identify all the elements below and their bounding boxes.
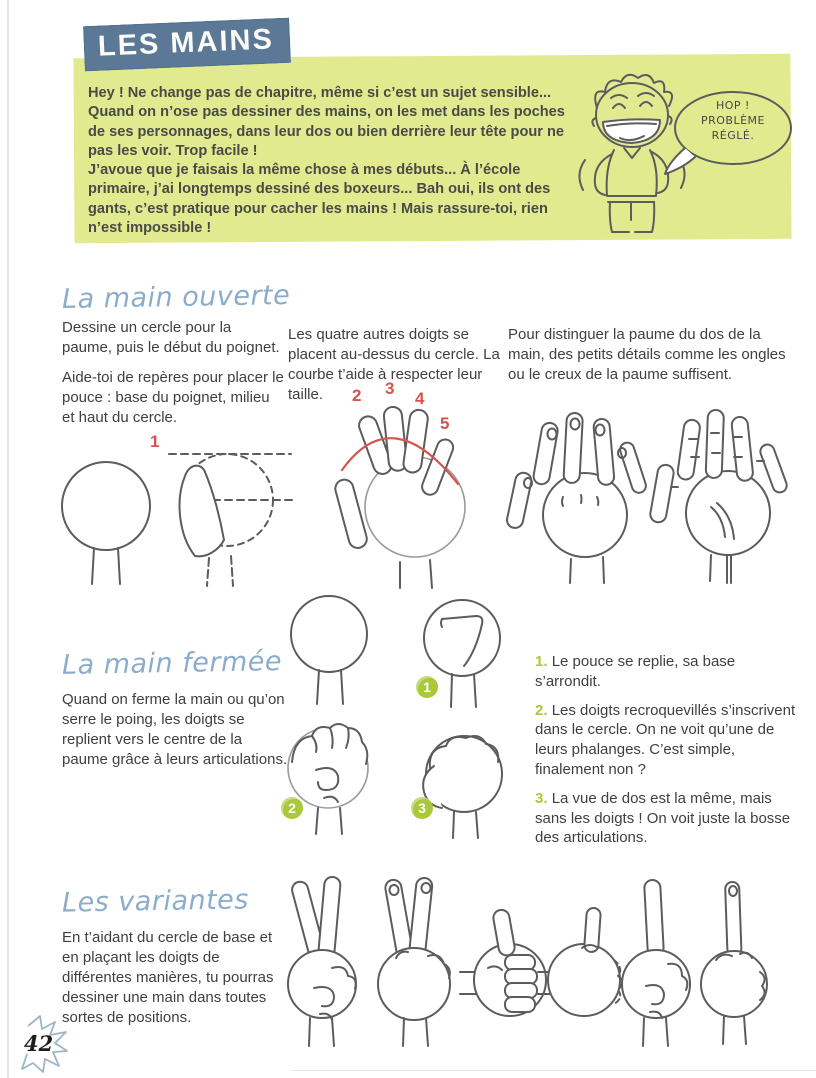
- fermee-step-3-text: La vue de dos est la même, mais sans les doigts ! On voit juste la bosse des articulations.: [535, 789, 791, 847]
- chapter-title: LES MAINS: [83, 18, 291, 72]
- page-bottom-edge: [290, 1070, 816, 1071]
- fermee-badge-3: 3: [411, 797, 433, 819]
- closed-hand-fist-front-drawing: [282, 718, 374, 838]
- section-heading-les-variantes: Les variantes: [61, 884, 250, 919]
- fermee-step-3: [535, 789, 801, 848]
- step1-number-label: 1: [150, 432, 160, 451]
- fermee-step-1-number: 1.: [535, 653, 548, 670]
- fermee-step-2-number: 2.: [535, 701, 548, 719]
- variantes-intro-paragraph: En t’aidant du cercle de base et en plaçant les doigts de différentes manières, tu pourras dessiner une main dans toutes sortes de positions.: [62, 929, 274, 1026]
- fermee-step-2: [535, 701, 801, 780]
- open-hand-back-view-drawing: [513, 395, 651, 587]
- intro-text: [88, 84, 580, 238]
- fermee-step-1: [535, 652, 801, 692]
- fermee-steps-list: [535, 652, 801, 857]
- section-heading-la-main-fermee: La main fermée: [61, 646, 283, 681]
- closed-hand-base-circle-drawing: [285, 592, 375, 710]
- finger-number-5: 5: [440, 414, 450, 433]
- closed-hand-fist-back-drawing: [418, 726, 508, 841]
- ouverte-column-1: [62, 318, 284, 428]
- gesture-pointing-up-palm-drawing: [612, 872, 700, 1050]
- gesture-pointing-up-back-drawing: [688, 872, 776, 1050]
- finger-number-2: 2: [352, 386, 362, 405]
- ouverte-col2-paragraph: Les quatre autres doigts se placent au-dessus du cercle. La courbe t’aide à respecter leur taille.: [288, 326, 500, 403]
- finger-number-4: 4: [415, 389, 425, 408]
- fermee-badge-2: 2: [281, 797, 303, 819]
- open-hand-palm-view-drawing: [653, 395, 795, 587]
- fermee-badge-1: 1: [416, 676, 438, 698]
- page-number: 42: [24, 1031, 54, 1056]
- intro-paragraph-1: Hey ! Ne change pas de chapitre, même si c’est un sujet sensible... Quand on n’ose pas dessiner des mains, on les met dans les poches de ses personnages, dans leur dos ou bien derrière leur tête pour ne pas les voir. Trop facile !: [88, 85, 565, 159]
- fermee-step-1-text: Le pouce se replie, sa base s’arrondit.: [535, 653, 736, 690]
- gesture-v-sign-back-drawing: [370, 872, 458, 1050]
- open-hand-step1-circle-drawing: [58, 448, 173, 588]
- gesture-v-sign-palm-drawing: [280, 872, 368, 1050]
- ouverte-col1-paragraph-1: Dessine un cercle pour la paume, puis le début du poignet.: [62, 319, 280, 356]
- finger-number-3: 3: [385, 379, 395, 398]
- fermee-step-3-number: 3.: [535, 789, 548, 807]
- fermee-intro-paragraph: Quand on ferme la main ou qu’on serre le poing, les doigts se replient vers le centre de la paume grâce à leurs articulations.: [62, 691, 288, 768]
- fermee-step-2-text: Les doigts recroquevillés s’inscrivent dans le cercle. On ne voit qu’une de leurs phalanges. C’est simple, finalement non ?: [535, 701, 796, 778]
- speech-bubble-text: HOP ! PROBLÈME RÉGLÉ.: [700, 99, 765, 142]
- page-left-edge: [7, 0, 9, 1078]
- open-hand-step1-thumb-guides-drawing: [165, 438, 295, 590]
- intro-paragraph-2: J’avoue que je faisais la même chose à mes débuts... À l’école primaire, j’ai longtemps dessiné des boxeurs... Bah oui, ils ont des gants, c’est pratique pour cacher les mains ! Mais rassure-toi, rien n’est impossible !: [88, 162, 551, 236]
- open-hand-step2-fingers-drawing: [330, 392, 505, 592]
- ouverte-col1-paragraph-2: Aide-toi de repères pour placer le pouce : base du poignet, milieu et haut du cercle.: [62, 368, 284, 426]
- section-heading-la-main-ouverte: La main ouverte: [61, 280, 291, 315]
- ouverte-col3-paragraph: Pour distinguer la paume du dos de la main, des petits détails comme les ongles ou le creux de la paume suffisent.: [508, 326, 786, 383]
